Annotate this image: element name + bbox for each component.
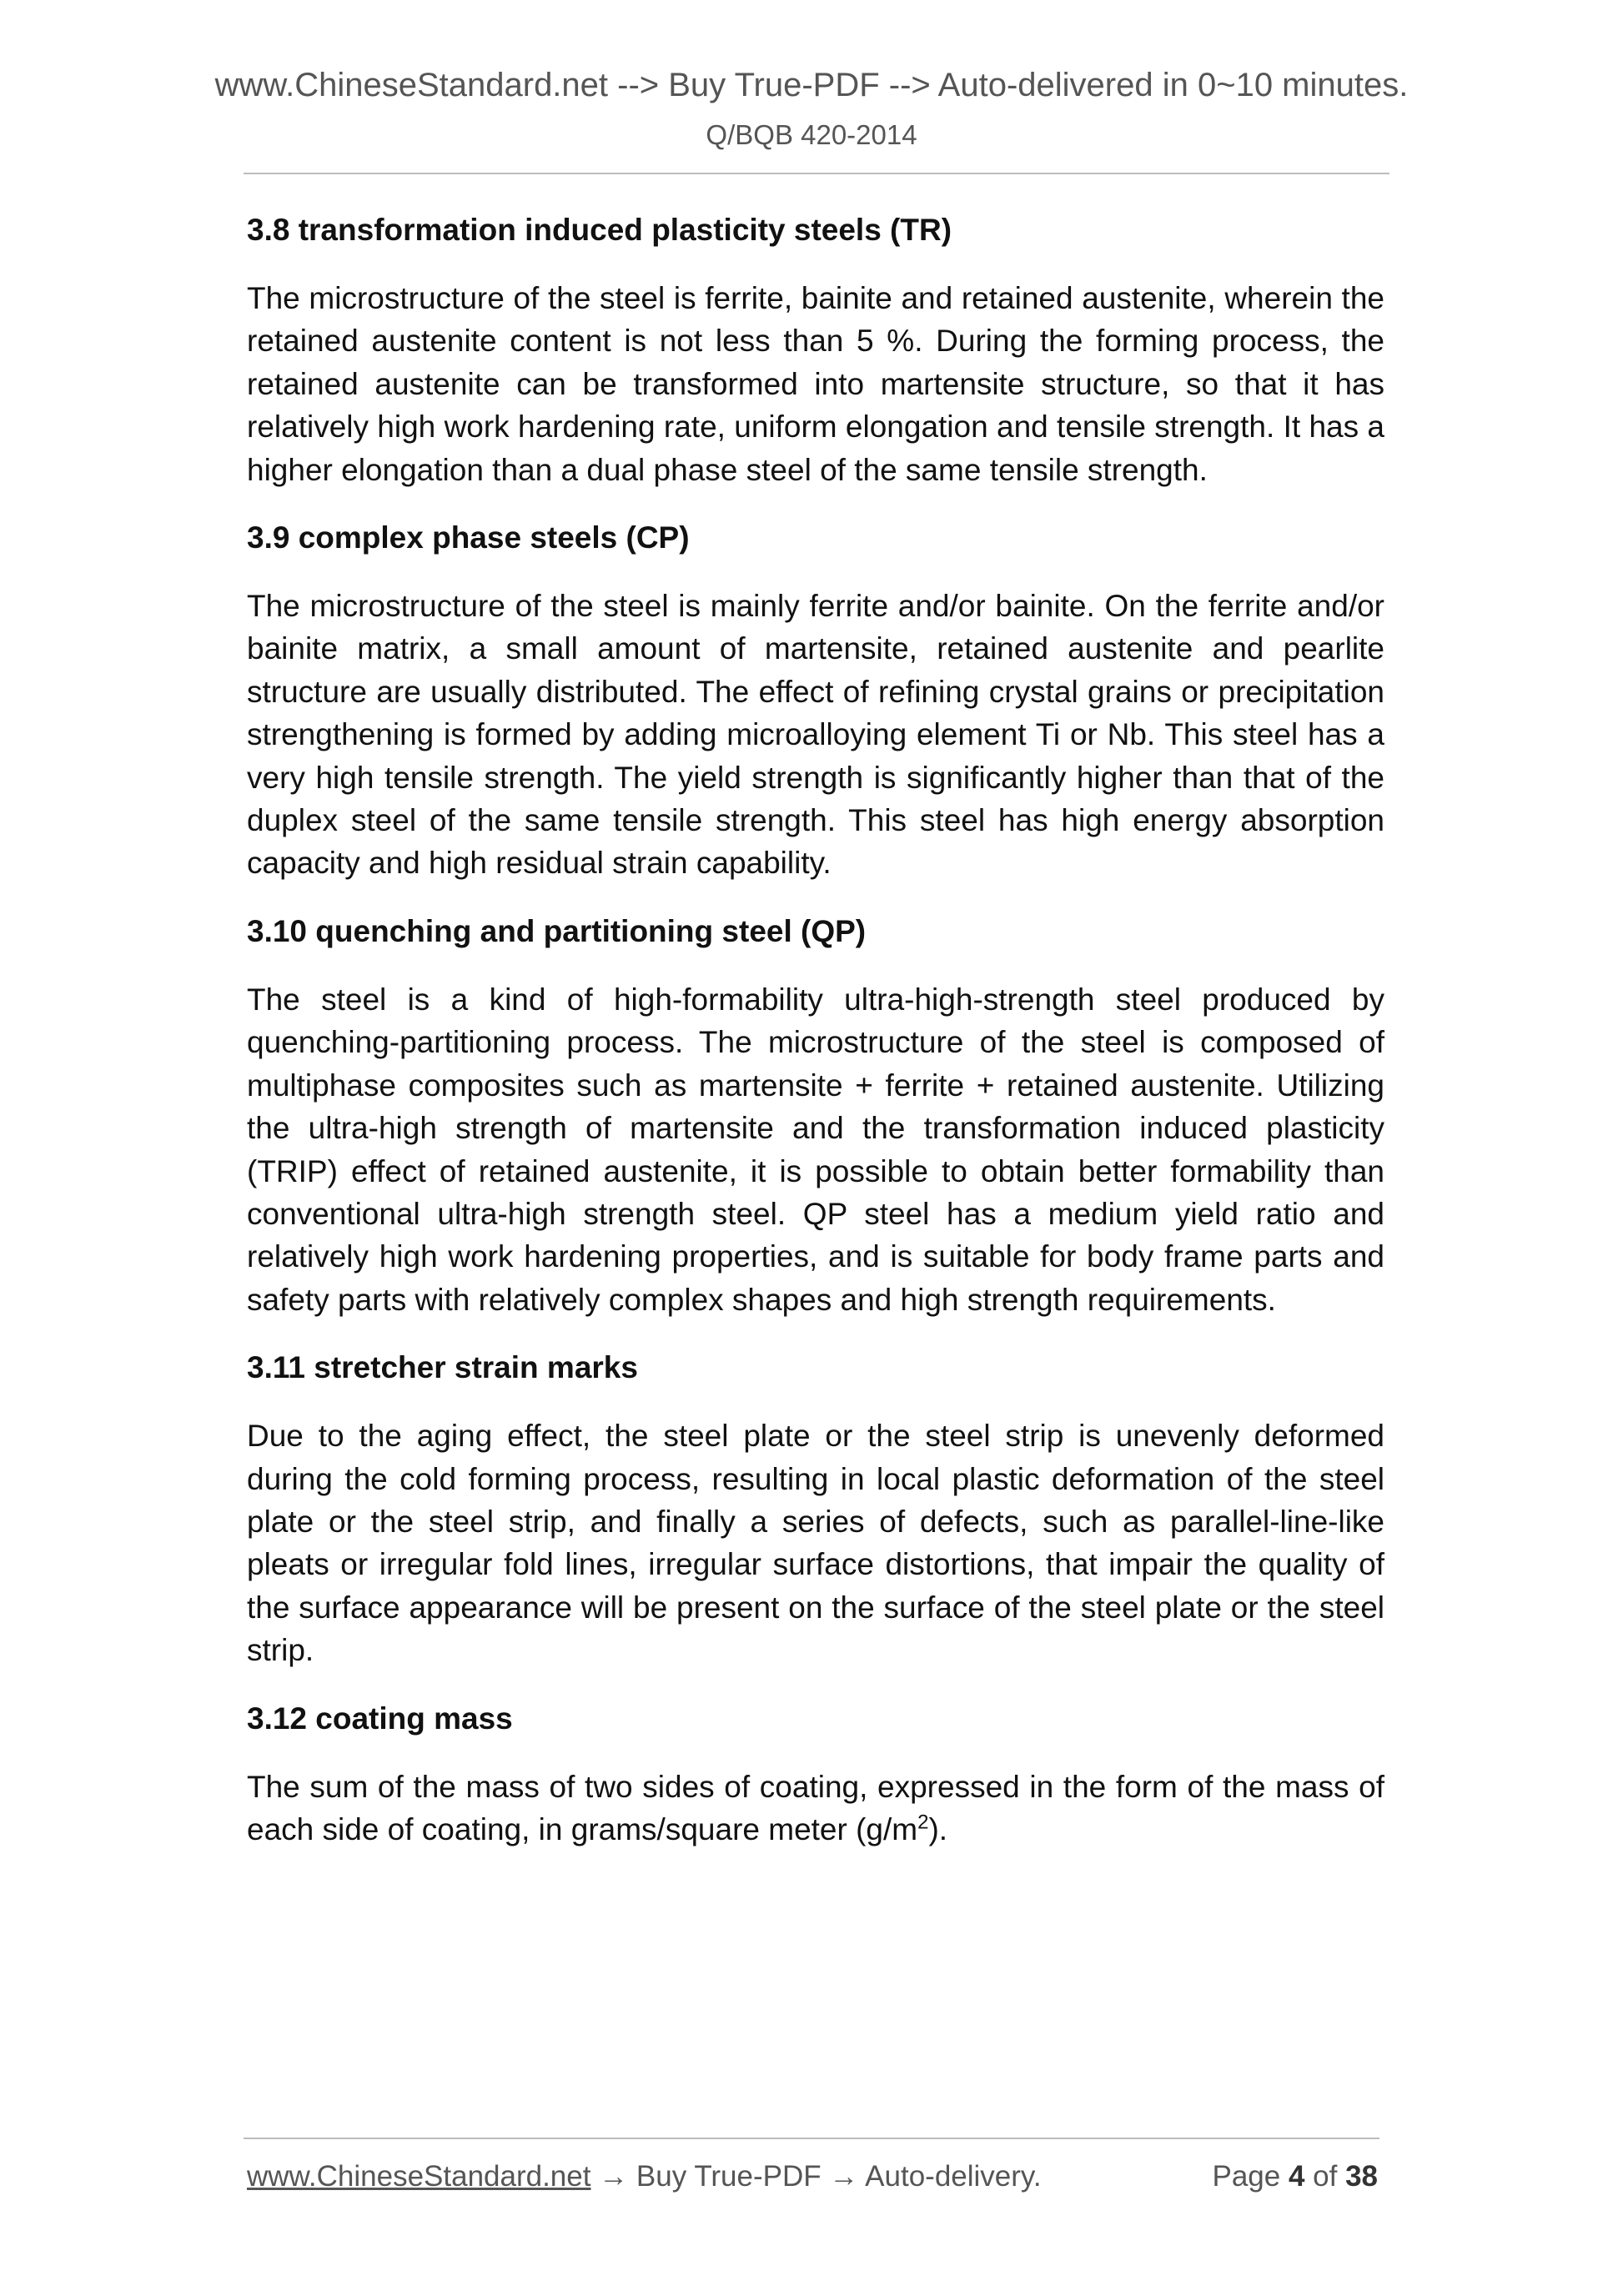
section-3-10 xyxy=(247,910,1384,1321)
section-paragraph: The steel is a kind of high-formability ultra-high-strength steel produced by quenching-partitioning process. The microstructure of the steel is composed of multiphase composites such as martensite + ferrite + retained austenite. Utilizing the ultra-high strength of martensite and the transformation induced plasticity (TRIP) effect of retained austenite, it is possible to obtain better formability than conventional ultra-high strength steel. QP steel has a medium yield ratio and relatively high work hardening properties, and is suitable for body frame parts and safety parts with relatively complex shapes and high strength requirements. xyxy=(247,982,1384,1317)
section-paragraph: Due to the aging effect, the steel plate or the steel strip is unevenly deformed during the cold forming process, resulting in local plastic deformation of the steel plate or the steel strip, and finally a series of defects, such as parallel-line-like pleats or irregular fold lines, irregular surface distortions, that impair the quality of the surface appearance will be present on the surface of the steel plate or the steel strip. xyxy=(247,1419,1384,1668)
document-body xyxy=(247,208,1384,1876)
section-heading: 3.9 complex phase steels (CP) xyxy=(247,520,690,555)
page-label: Page xyxy=(1212,2160,1289,2193)
section-heading: 3.8 transformation induced plasticity steels (TR) xyxy=(247,213,952,247)
section-paragraph: The microstructure of the steel is mainly ferrite and/or bainite. On the ferrite and/or bainite matrix, a small amount of martensite, retained austenite and pearlite structure are usually distributed. The effect of refining crystal grains or precipitation strengthening is formed by adding microalloying element Ti or Nb. This steel has a very high tensile strength. The yield strength is significantly higher than that of the duplex steel of the same tensile strength. This steel has high energy absorption capacity and high residual strain capability. xyxy=(247,589,1384,881)
section-paragraph xyxy=(247,1766,1384,1851)
section-heading: 3.11 stretcher strain marks xyxy=(247,1350,638,1385)
section-3-8 xyxy=(247,208,1384,491)
section-paragraph: The microstructure of the steel is ferrite, bainite and retained austenite, wherein the retained austenite content is not less than 5 %. During the forming process, the retained austenite can be transformed into martensite structure, so that it has relatively high work hardening rate, uniform elongation and tensile strength. It has a higher elongation than a dual phase steel of the same tensile strength. xyxy=(247,281,1384,487)
page-of-label: of xyxy=(1304,2160,1346,2193)
page-indicator xyxy=(1212,2158,1378,2195)
section-heading: 3.10 quenching and partitioning steel (QP) xyxy=(247,913,867,948)
footer-site-link[interactable]: www.ChineseStandard.net xyxy=(247,2160,591,2193)
paragraph-end: ). xyxy=(928,1811,948,1846)
footer-promo xyxy=(247,2158,1042,2195)
paragraph-text: The sum of the mass of two sides of coating, expressed in the form of the mass of each side of coating, in grams/square meter (g/m xyxy=(247,1769,1384,1846)
section-3-12 xyxy=(247,1697,1384,1851)
footer-divider xyxy=(244,2138,1379,2139)
footer-tagline: → Buy True-PDF → Auto-delivery. xyxy=(590,2160,1042,2193)
section-heading: 3.12 coating mass xyxy=(247,1701,513,1736)
document-code: Q/BQB 420-2014 xyxy=(706,119,917,150)
section-3-9 xyxy=(247,516,1384,885)
page-current: 4 xyxy=(1288,2160,1305,2193)
top-banner: www.ChineseStandard.net --> Buy True-PDF --> Auto-delivered in 0~10 minutes. xyxy=(214,67,1409,103)
page-total: 38 xyxy=(1345,2160,1378,2193)
superscript: 2 xyxy=(917,1811,929,1834)
header-divider xyxy=(244,173,1389,174)
section-3-11 xyxy=(247,1346,1384,1671)
